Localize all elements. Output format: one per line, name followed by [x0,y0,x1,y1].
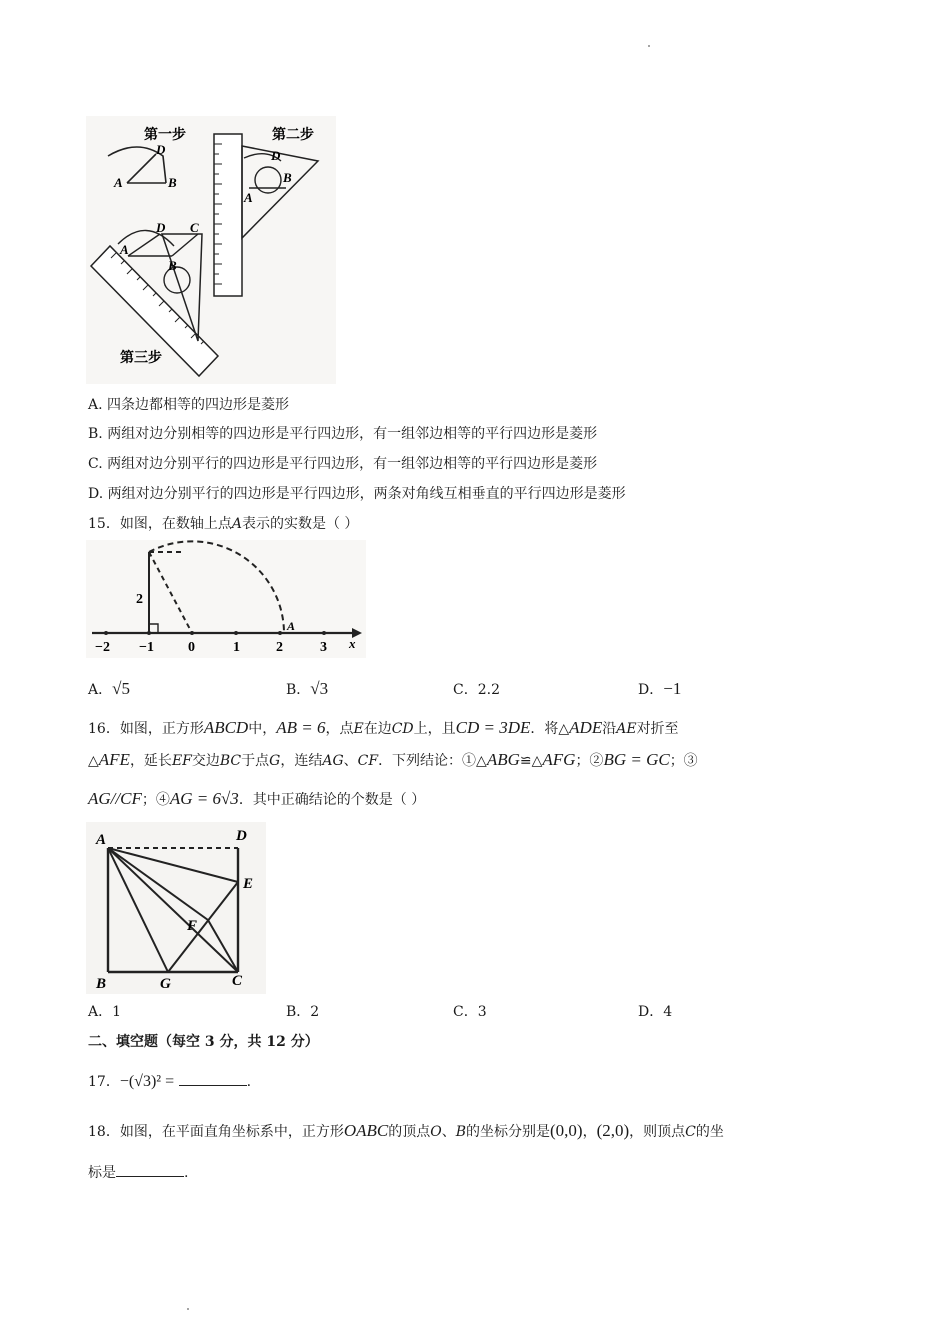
step1-label-b: B [168,175,177,190]
axis-label-x: x [349,636,356,651]
q17-expr: −(√3)² = [119,1073,175,1090]
q15-stem-var: A [231,516,242,532]
q16-option-d: D．4 [638,1004,673,1020]
number-line-figure [86,540,366,658]
q18-l1-o: O [430,1124,442,1140]
q16-l2-abg: ABG [486,750,520,769]
q18-l2-a: 标是 [88,1165,116,1181]
q16-l2-afg: AFG [542,750,576,769]
q16-l2-e: ，连结 [280,753,323,769]
q18-l1-d: 的坐标分别是 [466,1124,550,1140]
step1-label-d: D [156,142,166,157]
tick-label-neg2: −2 [95,640,110,655]
q14-option-b: B. 两组对边分别相等的四边形是平行四边形，有一组邻边相等的平行四边形是菱形 [88,426,598,442]
q16-l1-eq2: CD = 3DE [455,718,531,737]
q16-l1-c: ，点 [325,721,354,737]
q16-l1-sq: ABCD [203,718,249,737]
q16-l1-f: ．将△ [530,721,570,737]
q14-option-c: C. 两组对边分别平行的四边形是平行四边形，有一组邻边相等的平行四边形是菱形 [88,456,598,472]
q15-option-c: C．2.2 [453,682,500,698]
step3-label-a: A [120,242,129,257]
q18-l1-bpt: B [455,1124,466,1140]
tick-label-0: 0 [188,640,195,655]
section2-title: 二、填空题（每空 3 分，共 12 分） [88,1034,319,1050]
q15-option-b [286,680,328,699]
q16-l1-ade: ADE [569,718,603,737]
q15-option-a [88,680,130,699]
q15-option-d-label: D． [638,682,664,698]
q16-option-b: B．2 [286,1004,320,1020]
tick-label-1: 1 [233,640,240,655]
step3-label: 第三步 [120,351,162,366]
q18-l1-sq: OABC [343,1121,389,1140]
q16-l2-a: △ [88,753,99,769]
step3-label-c: C [190,220,199,235]
step3-label-b: B [168,258,177,273]
tick-label-neg1: −1 [139,640,154,655]
q16-l1-ae: AE [616,721,637,737]
q16-line3 [88,790,425,809]
q14-option-d: D. 两组对边分别平行的四边形是平行四边形，两条对角线互相垂直的平行四边形是菱形 [88,486,626,502]
height-label: 2 [136,592,143,607]
q18-l1-b: 的顶点 [388,1124,431,1140]
q16-l2-bc: BC [219,753,242,769]
q16-l1-h: 对折至 [636,721,679,737]
label-g: G [160,976,171,992]
q17-end: . [246,1074,252,1090]
q18-line2 [88,1163,188,1182]
q16-l1-g: 沿 [602,721,617,737]
step2-label-b: B [283,170,292,185]
q16-l2-ef: EF [171,753,192,769]
step2-label: 第二步 [272,128,314,143]
q17-num: 17． [88,1074,120,1090]
q16-l1-eq1: AB = 6 [276,718,326,737]
q17-answer-blank[interactable] [179,1072,247,1086]
page-dot-top [648,45,650,47]
q16-l2-c: 交边 [191,753,220,769]
step2-label-d: D [271,148,281,163]
q15-option-b-value: √3 [310,679,329,698]
q16-l2-g: G [269,753,281,769]
page-dot-bottom [187,1308,189,1310]
q18-l1-c2: (2,0) [596,1121,630,1140]
q16-line1 [88,719,679,738]
q16-l3-b: ；④ [141,792,170,808]
label-a: A [96,832,107,848]
q16-l3-d: ．其中正确结论的个数是（ ） [238,792,426,808]
tick-label-3: 3 [320,640,327,655]
q18-l1-f: ，则顶点 [629,1124,686,1140]
q18-l1-cpt: C [685,1124,696,1140]
q16-l2-i: ≌△ [519,753,543,769]
q18-l1-c: 、 [441,1124,456,1140]
q15-option-b-label: B． [286,682,311,698]
q16-line2 [88,751,698,770]
q15-option-d-value: −1 [663,679,682,698]
q18-line1 [88,1122,724,1141]
tick-label-2: 2 [276,640,283,655]
q16-l2-h: ．下列结论：①△ [378,753,487,769]
point-a-label: A [287,619,296,633]
q18-l1-a: 18．如图，在平面直角坐标系中，正方形 [88,1124,344,1140]
q18-l2-end: . [184,1165,189,1181]
q18-l1-g: 的坐 [695,1124,724,1140]
q15-stem-a: 15．如图，在数轴上点 [88,516,232,532]
q16-l1-d: 在边 [363,721,392,737]
q15-option-a-value: √5 [112,679,130,698]
q16-l3-c: AG = 6√3 [169,789,239,808]
step1-label: 第一步 [144,128,186,143]
step3-label-d: D [156,220,166,235]
label-d: D [236,828,247,844]
q14-option-a: A. 四条边都相等的四边形是菱形 [88,397,290,413]
square-figure [86,822,266,994]
q15-stem-b: 表示的实数是（ ） [241,516,359,532]
q18-l1-c1: (0,0) [550,1121,583,1140]
q16-l2-ag: AG [322,753,344,769]
label-f: F [187,918,198,934]
q16-l1-e2: 上，且 [413,721,456,737]
step2-ruler [214,134,242,296]
q16-l1-e: E [353,721,364,737]
q17 [88,1072,251,1091]
q16-l2-bg: BG = GC [603,750,670,769]
q15-option-d [638,680,681,699]
label-e: E [243,876,254,892]
q16-option-c: C．3 [453,1004,487,1020]
q16-l1-a: 16．如图，正方形 [88,721,204,737]
q16-l2-k: ；③ [669,753,698,769]
q16-l2-cf: CF [357,753,379,769]
steps-figure [86,116,336,384]
q16-l2-f: 、 [343,753,358,769]
label-c: C [232,973,243,989]
q15-stem [88,515,358,533]
q16-l2-b: ，延长 [129,753,172,769]
q16-l2-j: ；② [575,753,604,769]
q16-l1-cd: CD [391,721,414,737]
step1-label-a: A [114,175,123,190]
q18-answer-blank[interactable] [116,1163,184,1177]
q18-l1-e: ， [582,1124,597,1140]
q16-l1-b: 中， [248,721,277,737]
q16-l2-d: 于点 [241,753,270,769]
q15-option-a-label: A． [88,682,113,698]
q16-l3-a: AG//CF [88,789,142,808]
label-b: B [96,976,107,992]
q16-l2-afe: AFE [98,750,130,769]
step2-label-a: A [244,190,253,205]
q16-option-a: A．1 [88,1004,122,1020]
